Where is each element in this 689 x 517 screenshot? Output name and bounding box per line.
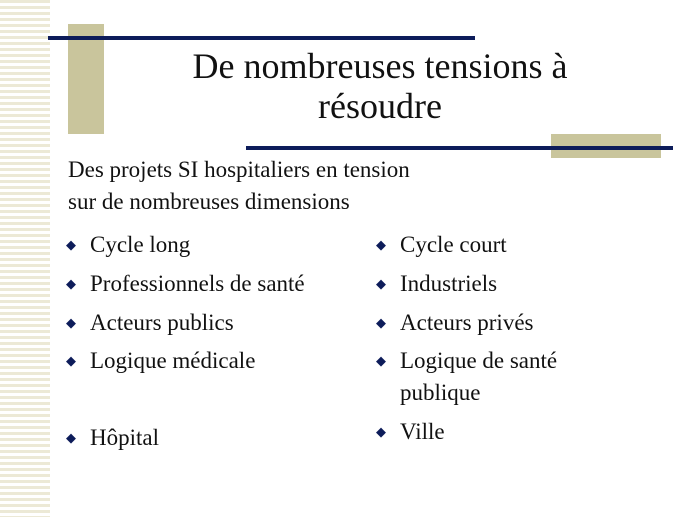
left-bullet-item: [66, 307, 234, 339]
title-rule-bottom: [246, 146, 673, 150]
right-bullet-item: [376, 345, 558, 409]
right-bullet-item: [376, 307, 534, 339]
left-bullet-text: Acteurs publics: [90, 310, 234, 335]
diamond-bullet-icon: ◆: [66, 430, 76, 445]
diamond-bullet-icon: ◆: [66, 315, 76, 330]
left-bullet-item: [66, 345, 256, 377]
right-bullet-item: [376, 229, 507, 261]
left-bullet-text: Professionnels de santé: [90, 271, 305, 296]
slide-subtitle-line-2: sur de nombreuses dimensions: [68, 189, 350, 214]
diamond-bullet-icon: ◆: [376, 353, 386, 368]
left-bullet-text: Hôpital: [90, 425, 159, 450]
right-bullet-text: Cycle court: [400, 232, 507, 257]
left-bullet-item: [66, 268, 305, 300]
left-bullet-text: Logique médicale: [90, 348, 256, 373]
right-bullet-text: Industriels: [400, 271, 498, 296]
diamond-bullet-icon: ◆: [376, 276, 386, 291]
diamond-bullet-icon: ◆: [376, 315, 386, 330]
right-bullet-item: [376, 268, 498, 300]
right-bullet-text: Acteurs privés: [400, 310, 534, 335]
left-bullet-item: [66, 229, 191, 261]
diamond-bullet-icon: ◆: [66, 237, 76, 252]
title-rule-top: [48, 36, 475, 40]
left-bullet-item: [66, 422, 159, 454]
slide-subtitle: [68, 154, 410, 218]
right-bullet-text: Ville: [400, 419, 445, 444]
diamond-bullet-icon: ◆: [66, 353, 76, 368]
diamond-bullet-icon: ◆: [376, 424, 386, 439]
diamond-bullet-icon: ◆: [376, 237, 386, 252]
right-bullet-text: [400, 345, 557, 409]
diamond-bullet-icon: ◆: [66, 276, 76, 291]
right-bullet-text-line-1: Logique de santé: [400, 348, 558, 373]
right-bullet-item: [376, 416, 445, 448]
tan-block-top-left: [68, 24, 104, 134]
slide-subtitle-line-1: Des projets SI hospitaliers en tension: [68, 157, 410, 182]
left-bullet-text: Cycle long: [90, 232, 191, 257]
slide-title-line-1: De nombreuses tensions à: [192, 46, 568, 86]
slide-title: [110, 46, 650, 126]
slide-title-line-2: résoudre: [318, 86, 442, 126]
right-bullet-text-line-2: publique: [400, 380, 481, 405]
striped-margin-decoration: [0, 0, 50, 517]
